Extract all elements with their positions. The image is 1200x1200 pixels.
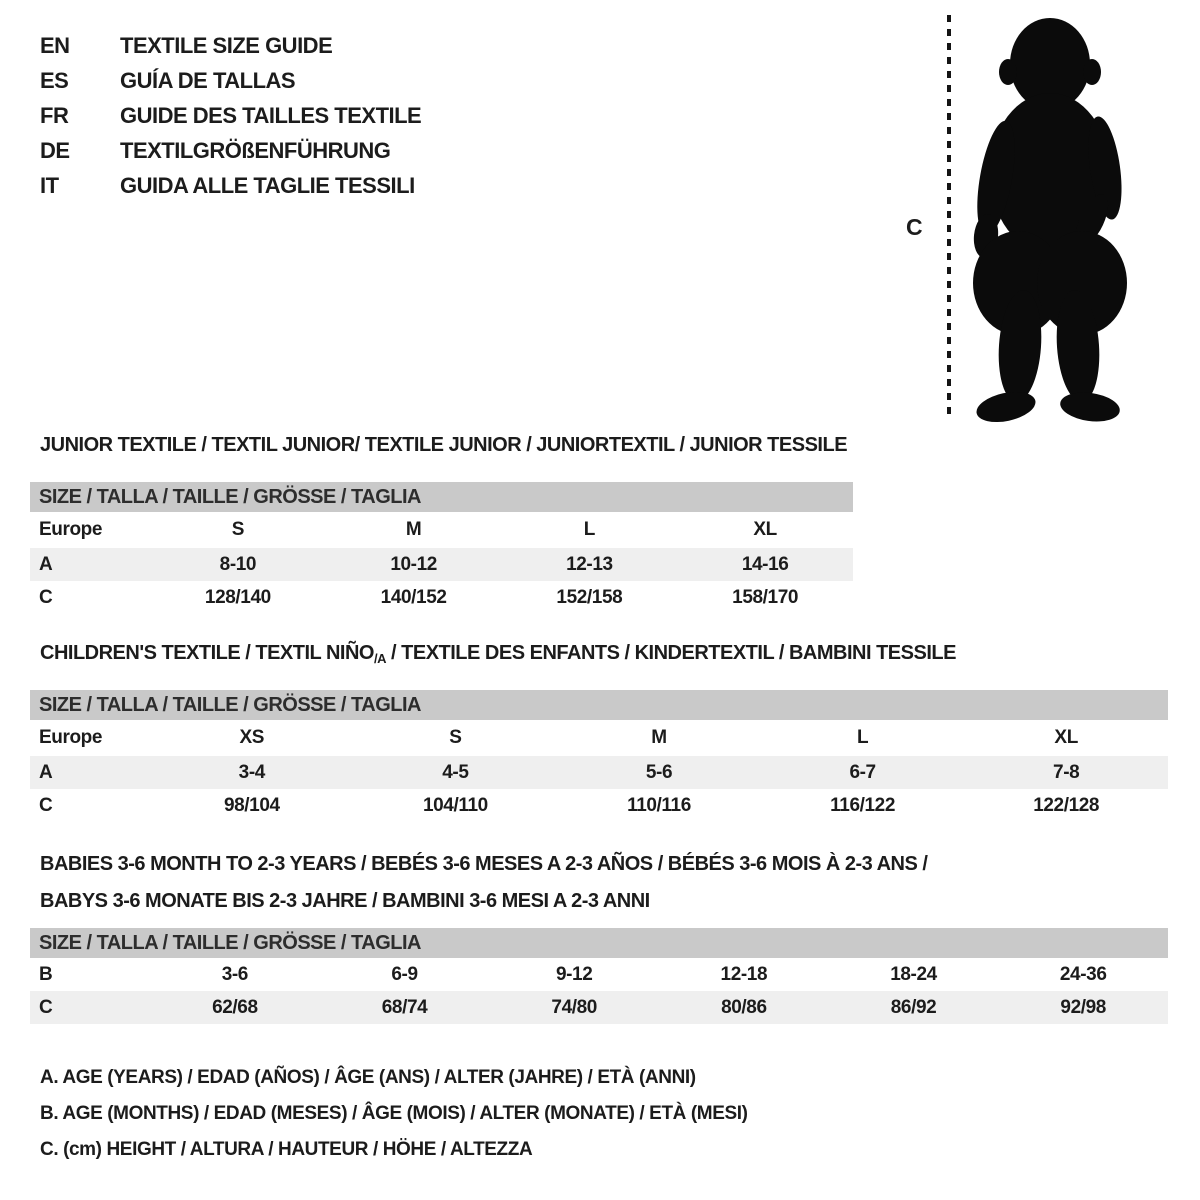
size-cell: XL xyxy=(1054,727,1078,748)
children-section-heading xyxy=(40,642,956,666)
height-cell: 110/116 xyxy=(627,794,691,816)
age-cell: 8-10 xyxy=(219,553,257,575)
guide-title: GUÍA DE TALLAS xyxy=(120,67,296,93)
height-cell: 152/158 xyxy=(556,586,623,608)
legend-line-c: C. (cm) HEIGHT / ALTURA / HAUTEUR / HÖHE / ALTEZZA xyxy=(40,1139,533,1160)
guide-title: GUIDA ALLE TAGLIE TESSILI xyxy=(120,172,415,198)
language-row xyxy=(40,133,421,168)
children-heading-sub: /A xyxy=(373,651,386,666)
size-header-bar: SIZE / TALLA / TAILLE / GRÖSSE / TAGLIA xyxy=(30,482,853,512)
height-measure-label: C xyxy=(906,214,923,240)
age-cell: 3-4 xyxy=(238,761,265,783)
language-code: IT xyxy=(40,172,59,198)
age-cell: 12-18 xyxy=(720,963,768,985)
guide-title: TEXTILGRÖßENFÜHRUNG xyxy=(120,137,391,163)
babies-heading-line2: BABYS 3-6 MONATE BIS 2-3 JAHRE / BAMBINI 3-6 MESI A 2-3 ANNI xyxy=(40,890,650,912)
language-code: DE xyxy=(40,137,70,163)
height-cell: 116/122 xyxy=(830,794,895,816)
table-row-europe xyxy=(30,512,853,548)
height-cell: 80/86 xyxy=(721,996,767,1018)
age-cell: 7-8 xyxy=(1053,761,1080,783)
row-label: C xyxy=(39,794,53,816)
language-row xyxy=(40,98,421,133)
size-cell: L xyxy=(583,519,595,540)
language-row xyxy=(40,28,421,63)
row-label: C xyxy=(39,586,53,608)
language-code: FR xyxy=(40,102,69,128)
row-label: A xyxy=(39,553,53,575)
height-cell: 104/110 xyxy=(422,794,488,816)
guide-title: TEXTILE SIZE GUIDE xyxy=(120,32,333,58)
height-cell: 62/68 xyxy=(212,996,258,1018)
age-cell: 6-7 xyxy=(849,761,876,783)
table-row-height-cm xyxy=(30,581,853,614)
row-label: A xyxy=(39,761,53,783)
language-code: EN xyxy=(40,32,70,58)
children-size-table xyxy=(30,690,1168,822)
size-cell: M xyxy=(651,727,667,748)
table-row-height-cm xyxy=(30,991,1168,1024)
guide-title: GUIDE DES TAILLES TEXTILE xyxy=(120,102,422,128)
age-cell: 9-12 xyxy=(555,963,593,985)
language-title-list xyxy=(40,28,421,203)
age-cell: 3-6 xyxy=(221,963,248,985)
size-cell: XL xyxy=(753,519,777,540)
size-header-bar: SIZE / TALLA / TAILLE / GRÖSSE / TAGLIA xyxy=(30,690,1168,720)
age-cell: 10-12 xyxy=(390,553,437,575)
toddler-silhouette-image xyxy=(958,8,1138,426)
size-cell: L xyxy=(856,727,869,748)
language-code: ES xyxy=(40,67,69,93)
size-header-bar: SIZE / TALLA / TAILLE / GRÖSSE / TAGLIA xyxy=(30,928,1168,958)
age-cell: 24-36 xyxy=(1059,963,1107,985)
size-cell: M xyxy=(405,519,422,540)
height-cell: 158/170 xyxy=(732,586,799,608)
height-measure-dashed-line xyxy=(947,15,951,415)
table-row-age-months xyxy=(30,958,1168,991)
height-cell: 86/92 xyxy=(890,996,937,1018)
children-heading-pre: CHILDREN'S TEXTILE / TEXTIL NIÑO xyxy=(40,642,374,664)
age-cell: 6-9 xyxy=(391,963,418,985)
table-row-age-years xyxy=(30,756,1168,789)
size-cell: S xyxy=(231,519,245,540)
age-cell: 18-24 xyxy=(890,963,937,985)
measure-legend xyxy=(40,1060,748,1168)
age-cell: 14-16 xyxy=(741,553,789,575)
row-label: C xyxy=(39,996,53,1018)
age-cell: 12-13 xyxy=(566,553,613,575)
height-cell: 140/152 xyxy=(380,586,447,608)
children-heading-post: / TEXTILE DES ENFANTS / KINDERTEXTIL / BAMBINI TESSILE xyxy=(385,642,956,664)
age-cell: 4-5 xyxy=(442,761,469,783)
height-cell: 92/98 xyxy=(1060,996,1106,1018)
height-cell: 128/140 xyxy=(204,586,271,608)
junior-section-heading: JUNIOR TEXTILE / TEXTIL JUNIOR/ TEXTILE JUNIOR / JUNIORTEXTIL / JUNIOR TESSILE xyxy=(40,434,848,456)
age-cell: 5-6 xyxy=(645,761,673,783)
height-cell: 74/80 xyxy=(551,996,597,1018)
height-cell: 68/74 xyxy=(381,996,428,1018)
table-row-europe xyxy=(30,720,1168,756)
legend-line-b: B. AGE (MONTHS) / EDAD (MESES) / ÂGE (MOIS) / ALTER (MONATE) / ETÀ (MESI) xyxy=(40,1103,748,1124)
language-row xyxy=(40,168,421,203)
language-row xyxy=(40,63,421,98)
height-cell: 98/104 xyxy=(223,794,280,816)
height-cell: 122/128 xyxy=(1033,794,1100,816)
babies-heading-line1: BABIES 3-6 MONTH TO 2-3 YEARS / BEBÉS 3-6 MESES A 2-3 AÑOS / BÉBÉS 3-6 MOIS À 2-3 ANS / xyxy=(40,853,928,875)
row-label: Europe xyxy=(39,519,103,540)
legend-line-a: A. AGE (YEARS) / EDAD (AÑOS) / ÂGE (ANS) / ALTER (JAHRE) / ETÀ (ANNI) xyxy=(40,1067,696,1088)
size-cell: XS xyxy=(239,727,265,748)
size-cell: S xyxy=(449,727,462,748)
table-row-height-cm xyxy=(30,789,1168,822)
table-row-age-years xyxy=(30,548,853,581)
row-label: Europe xyxy=(39,727,103,748)
babies-size-table xyxy=(30,928,1168,1024)
babies-section-heading xyxy=(40,846,927,920)
row-label: B xyxy=(39,963,53,985)
junior-size-table xyxy=(30,482,853,614)
